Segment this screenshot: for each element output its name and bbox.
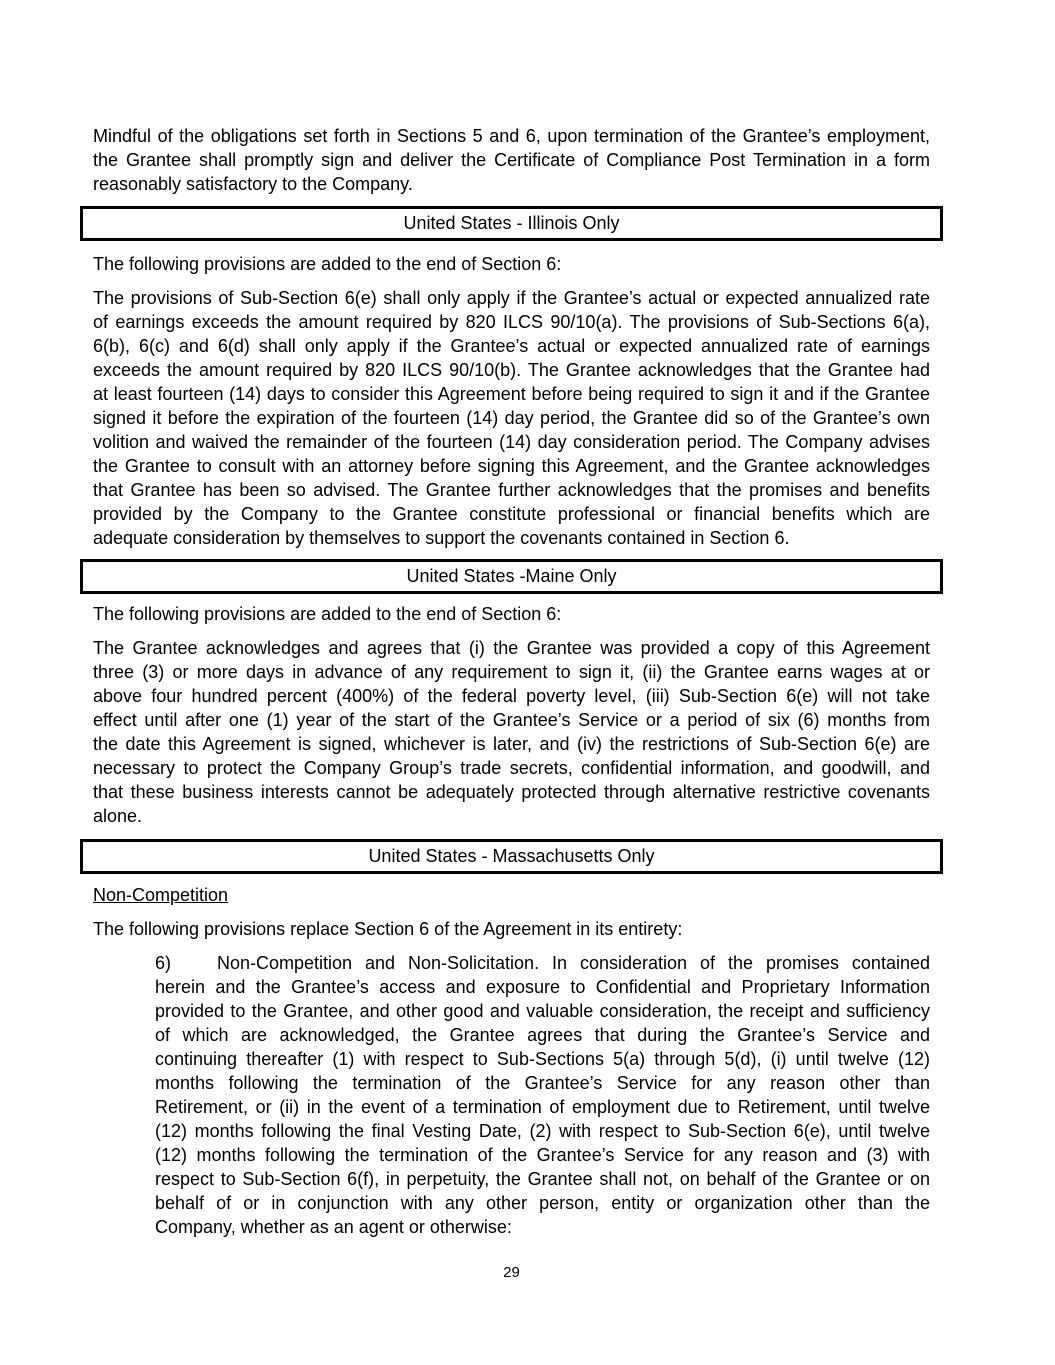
illinois-line: provided by the Company to the Grantee constitute professional or financial benefits which are bbox=[93, 504, 930, 524]
massachusetts-line: Retirement, or (ii) in the event of a termination of employment due to Retirement, until twelve bbox=[155, 1097, 930, 1117]
page-number: 29 bbox=[503, 1264, 520, 1281]
massachusetts-line: herein and the Grantee’s access and exposure to Confidential and Proprietary Information bbox=[155, 977, 930, 997]
maine-line: that these business interests cannot be adequately protected through alternative restrictive covenants bbox=[93, 782, 930, 802]
maine-lead: The following provisions are added to the end of Section 6: bbox=[93, 604, 562, 624]
illinois-lead: The following provisions are added to the end of Section 6: bbox=[93, 254, 562, 274]
illinois-line: The provisions of Sub-Section 6(e) shall only apply if the Grantee’s actual or expected annualized rate bbox=[93, 288, 930, 308]
massachusetts-line: provided to the Grantee, and other good and valuable consideration, the receipt and sufficiency bbox=[155, 1001, 930, 1021]
maine-line: The Grantee acknowledges and agrees that (i) the Grantee was provided a copy of this Agreement bbox=[93, 638, 930, 658]
illinois-line: exceeds the amount required by 820 ILCS 90/10(b). The Grantee acknowledges that the Grantee had bbox=[93, 360, 930, 380]
maine-line: the date this Agreement is signed, whichever is later, and (iv) the restrictions of Sub-Section 6(e) are bbox=[93, 734, 930, 754]
massachusetts-item-first-line bbox=[155, 951, 930, 975]
maine-line: above four hundred percent (400%) of the federal poverty level, (iii) Sub-Section 6(e) will not take bbox=[93, 686, 930, 706]
item-number: 6) bbox=[155, 953, 172, 973]
maine-heading: United States -Maine Only bbox=[406, 566, 617, 586]
massachusetts-line: continuing thereafter (1) with respect to Sub-Sections 5(a) through 5(d), (i) until twelve (12) bbox=[155, 1049, 930, 1069]
illinois-line: adequate consideration by themselves to support the covenants contained in Section 6. bbox=[93, 528, 790, 548]
illinois-paragraph bbox=[93, 286, 930, 550]
intro-line: Mindful of the obligations set forth in Sections 5 and 6, upon termination of the Grantee’s employment, bbox=[93, 126, 930, 146]
maine-line: effect until after one (1) year of the start of the Grantee’s Service or a period of six (6) months from bbox=[93, 710, 930, 730]
maine-line: necessary to protect the Company Group’s trade secrets, confidential information, and goodwill, and bbox=[93, 758, 930, 778]
illinois-line: 6(b), 6(c) and 6(d) shall only apply if the Grantee’s actual or expected annualized rate of earnings bbox=[93, 336, 930, 356]
maine-paragraph bbox=[93, 636, 930, 828]
intro-paragraph bbox=[93, 124, 930, 196]
massachusetts-heading-banner bbox=[80, 839, 943, 874]
massachusetts-line: (12) months following the termination of the Grantee’s Service for any reason and (3) with bbox=[155, 1145, 930, 1165]
massachusetts-line: of which are acknowledged, the Grantee agrees that during the Grantee’s Service and bbox=[155, 1025, 930, 1045]
illinois-heading: United States - Illinois Only bbox=[403, 213, 620, 233]
illinois-line: volition and waived the remainder of the fourteen (14) day consideration period. The Company advises bbox=[93, 432, 930, 452]
intro-line: the Grantee shall promptly sign and deliver the Certificate of Compliance Post Termination in a form bbox=[93, 150, 930, 170]
illinois-heading-banner bbox=[80, 206, 943, 241]
illinois-line: signed it before the expiration of the fourteen (14) day period, the Grantee did so of the Grantee’s own bbox=[93, 408, 930, 428]
non-competition-subheading: Non-Competition bbox=[93, 885, 229, 905]
massachusetts-lead: The following provisions replace Section 6 of the Agreement in its entirety: bbox=[93, 919, 683, 939]
illinois-line: at least fourteen (14) days to consider this Agreement before being required to sign it and if the Grantee bbox=[93, 384, 930, 404]
maine-heading-banner bbox=[80, 559, 943, 594]
item-title-text: Non-Competition and Non-Solicitation. In consideration of the promises contained bbox=[217, 953, 930, 973]
illinois-line: of earnings exceeds the amount required by 820 ILCS 90/10(a). The provisions of Sub-Sections 6(a), bbox=[93, 312, 930, 332]
massachusetts-line: months following the termination of the Grantee’s Service for any reason other than bbox=[155, 1073, 930, 1093]
massachusetts-line: Company, whether as an agent or otherwise: bbox=[155, 1217, 512, 1237]
maine-line: alone. bbox=[93, 806, 143, 826]
massachusetts-line: (12) months following the final Vesting Date, (2) with respect to Sub-Section 6(e), until twelve bbox=[155, 1121, 930, 1141]
illinois-line: the Grantee to consult with an attorney before signing this Agreement, and the Grantee acknowledges bbox=[93, 456, 930, 476]
massachusetts-item-paragraph bbox=[155, 951, 930, 1239]
illinois-line: that Grantee has been so advised. The Grantee further acknowledges that the promises and benefits bbox=[93, 480, 930, 500]
maine-line: three (3) or more days in advance of any requirement to sign it, (ii) the Grantee earns wages at or bbox=[93, 662, 930, 682]
massachusetts-line: respect to Sub-Section 6(f), in perpetuity, the Grantee shall not, on behalf of the Grantee or on bbox=[155, 1169, 930, 1189]
massachusetts-line: behalf of or in conjunction with any other person, entity or organization other than the bbox=[155, 1193, 930, 1213]
intro-line: reasonably satisfactory to the Company. bbox=[93, 174, 413, 194]
massachusetts-heading: United States - Massachusetts Only bbox=[368, 846, 655, 866]
